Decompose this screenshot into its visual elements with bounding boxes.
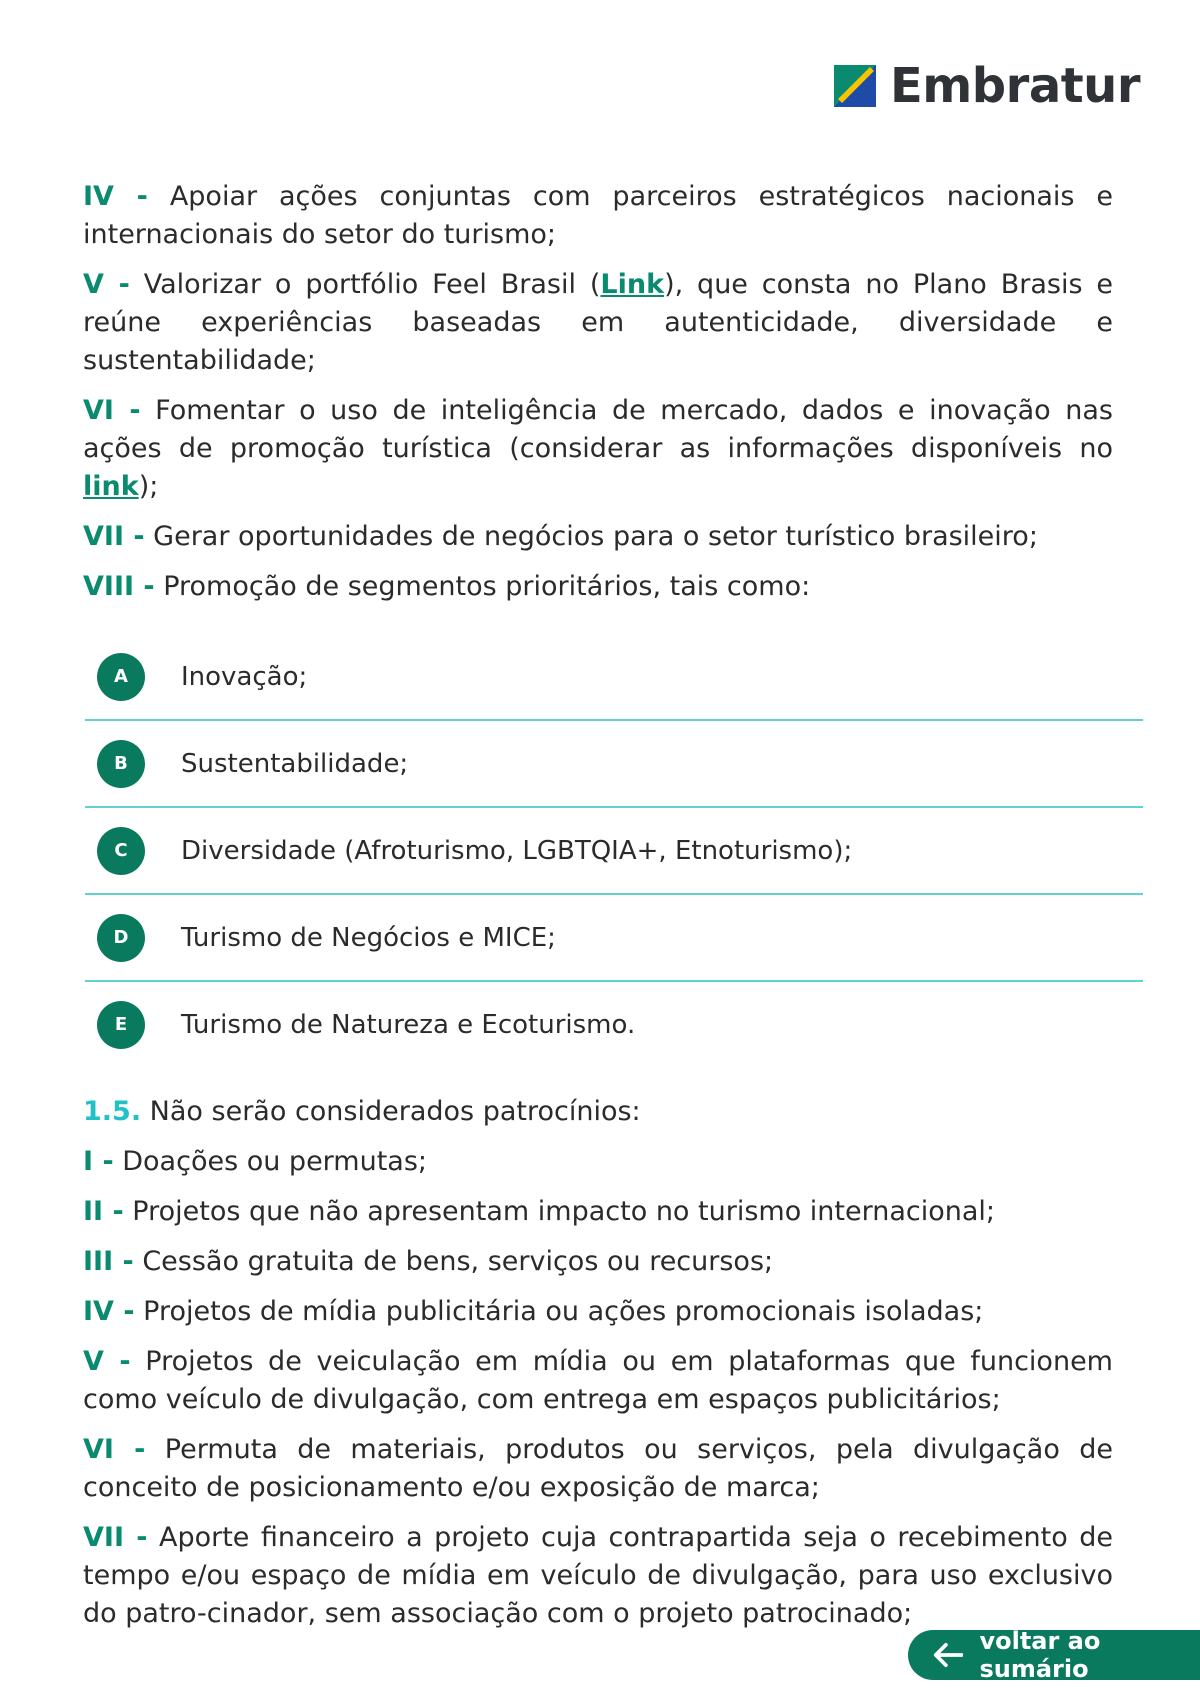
segment-item <box>85 982 1143 1067</box>
arrow-left-icon <box>932 1641 963 1669</box>
segment-label: Turismo de Natureza e Ecoturismo. <box>181 1009 636 1040</box>
item-number: VI - <box>83 1434 146 1465</box>
item-text: Permuta de materiais, produtos ou serviços, pela divulgação de conceito de posicionamento e/ou exposição de marca; <box>83 1434 1113 1503</box>
item-text: Cessão gratuita de bens, serviços ou recursos; <box>133 1246 774 1277</box>
back-to-summary-button[interactable] <box>908 1627 1200 1683</box>
letter-badge: D <box>97 914 145 962</box>
item-text: Doações ou permutas; <box>113 1146 428 1177</box>
segment-item <box>85 634 1143 721</box>
embratur-logo <box>834 58 1140 114</box>
exclusion-item <box>83 1519 1113 1633</box>
exclusion-item <box>83 1343 1113 1419</box>
exclusion-item <box>83 1193 1113 1231</box>
exclusion-item <box>83 1431 1113 1507</box>
item-text: ), que consta no Plano Brasis e reúne experiências baseadas em autenticidade, diversidade e sustentabilidade; <box>83 269 1113 376</box>
item-text: Valorizar o portfólio Feel Brasil ( <box>129 269 601 300</box>
item-text: Promoção de segmentos prioritários, tais como: <box>154 571 811 602</box>
item-vi <box>83 392 1113 506</box>
item-viii <box>83 568 1113 606</box>
item-number: II - <box>83 1196 124 1227</box>
embratur-logo-icon <box>834 65 876 107</box>
letter-badge: E <box>97 1001 145 1049</box>
item-text: Projetos de veiculação em mídia ou em plataformas que funcionem como veículo de divulgação, com entrega em espaços publicitários; <box>83 1346 1113 1415</box>
item-vii <box>83 518 1113 556</box>
segment-label: Diversidade (Afroturismo, LGBTQIA+, Etnoturismo); <box>181 835 853 866</box>
market-intelligence-link[interactable]: link <box>83 471 139 502</box>
item-number: III - <box>83 1246 134 1277</box>
item-iv <box>83 178 1113 254</box>
segment-label: Turismo de Negócios e MICE; <box>181 922 556 953</box>
item-number: VII - <box>83 1522 148 1553</box>
exclusion-item <box>83 1143 1113 1181</box>
segment-item <box>85 808 1143 895</box>
section-number: 1.5. <box>83 1096 142 1127</box>
item-number: I - <box>83 1146 114 1177</box>
letter-badge: B <box>97 740 145 788</box>
feel-brasil-link[interactable]: Link <box>600 269 665 300</box>
item-text: Fomentar o uso de inteligência de mercado, dados e inovação nas ações de promoção turística (considerar as informações disponíveis no <box>83 395 1113 464</box>
segment-item <box>85 721 1143 808</box>
item-text: ); <box>138 471 159 502</box>
exclusion-item <box>83 1243 1113 1281</box>
logo-text: Embratur <box>889 58 1140 114</box>
priority-segments-list <box>85 634 1143 1067</box>
item-number: VI - <box>83 395 141 426</box>
section-heading <box>83 1093 1113 1131</box>
exclusion-item <box>83 1293 1113 1331</box>
segment-label: Inovação; <box>181 661 308 692</box>
back-label: voltar ao sumário <box>979 1627 1101 1683</box>
section-title: Não serão considerados patrocínios: <box>141 1096 641 1127</box>
item-text: Projetos de mídia publicitária ou ações promocionais isoladas; <box>134 1296 984 1327</box>
letter-badge: C <box>97 827 145 875</box>
item-v <box>83 266 1113 380</box>
letter-badge: A <box>97 653 145 701</box>
item-text: Gerar oportunidades de negócios para o setor turístico brasileiro; <box>144 521 1038 552</box>
item-number: VII - <box>83 521 145 552</box>
item-number: IV - <box>83 181 148 212</box>
item-text: Aporte financeiro a projeto cuja contrapartida seja o recebimento de tempo e/ou espaço de mídia em veículo de divulgação, para uso exclusivo do patro-cinador, sem associação com o projeto patrocinado; <box>83 1522 1113 1629</box>
document-body <box>83 178 1113 1645</box>
item-text: Apoiar ações conjuntas com parceiros estratégicos nacionais e internacionais do setor do turismo; <box>83 181 1113 250</box>
item-number: IV - <box>83 1296 135 1327</box>
item-number: V - <box>83 1346 131 1377</box>
segment-label: Sustentabilidade; <box>181 748 409 779</box>
segment-item <box>85 895 1143 982</box>
item-text: Projetos que não apresentam impacto no turismo internacional; <box>123 1196 996 1227</box>
item-number: V - <box>83 269 130 300</box>
item-number: VIII - <box>83 571 155 602</box>
